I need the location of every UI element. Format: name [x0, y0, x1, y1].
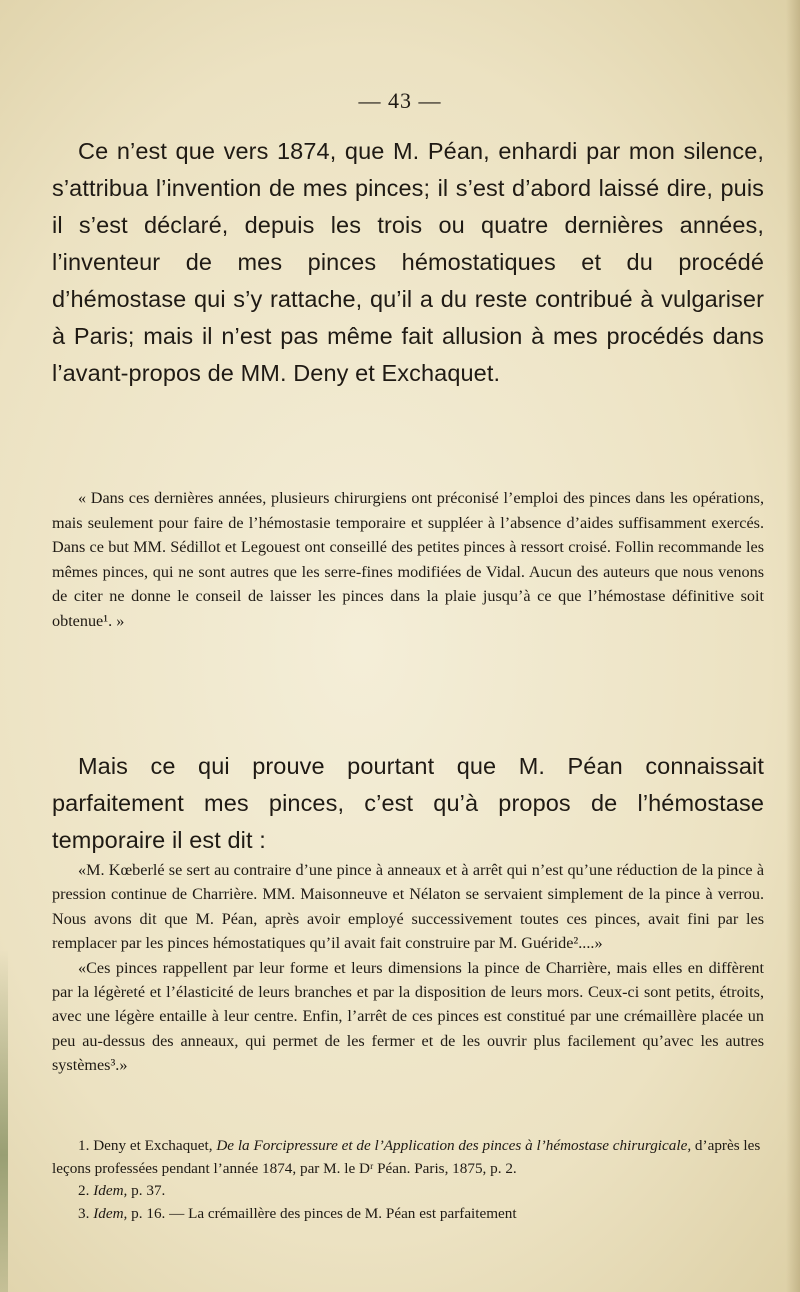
footnote-authors: Deny et Exchaquet, [93, 1137, 213, 1154]
footnote-text: p. 16. — La crémaillère des pinces de M. Péan est parfaitement [131, 1204, 517, 1222]
footnote-title: Idem, [93, 1182, 128, 1200]
footnote-2 [52, 1180, 764, 1203]
quotation-1: « Dans ces dernières années, plusieurs chirurgiens ont préconisé l’emploi des pinces dans les opérations, mais seulement pour faire de l’hémostasie temporaire et suppléer à l’absence d’aides suffisamment exercés. Dans ce but MM. Sédillot et Legouest ont conseillé des petites pinces à ressort croisé. Follin recommande les mêmes pinces, qui ne sont autres que les serre-fines modifiées de Vidal. Aucun des auteurs que nous venons de citer ne donne le conseil de laisser les pinces dans la plaie jusqu’à ce que l’hémostase définitive soit obtenue¹. » [52, 489, 764, 630]
footnote-number: 2. [78, 1182, 90, 1200]
footnote-text: d’après les leçons professées pendant l’année 1874, par M. le Dʳ Péan. Paris, 1875, p. 2. [52, 1137, 761, 1177]
paragraph-1: Ce n’est que vers 1874, que M. Péan, enhardi par mon silence, s’attribua l’invention de mes pinces; il s’est d’abord laissé dire, puis il s’est déclaré, depuis les trois ou quatre dernières années, l’inventeur de mes pinces hémostatiques et du procédé d’hémostase qui s’y rattache, qu’il a du reste contribué à vulgariser à Paris; mais il n’est pas même fait allusion à mes procédés dans l’avant-propos de MM. Deny et Exchaquet. [52, 138, 764, 386]
paragraph-2: Mais ce qui prouve pourtant que M. Péan connaissait parfaitement mes pinces, c’est qu’à propos de l’hémostase temporaire il est dit : [52, 753, 764, 853]
footnote-title: De la Forcipressure et de l’Application des pinces à l’hémostase chirurgicale, [216, 1137, 692, 1154]
footnote-3 [52, 1203, 764, 1226]
quotation-2-part-a: «M. Kœberlé se sert au contraire d’une pince à anneaux et à arrêt qui n’est qu’une réduction de la pince à pression continue de Charrière. MM. Maisonneuve et Nélaton se servaient simplement de la pince à verrou. Nous avons dit que M. Péan, après avoir employé successivement toutes ces pinces, avait fini par les remplacer par les pinces hémostatiques qu’il avait fait construire par M. Guéride²....» [52, 861, 764, 953]
footnotes [52, 1135, 764, 1225]
quotation-2 [52, 858, 764, 1078]
footnote-1 [52, 1135, 764, 1180]
footnote-number: 1. [78, 1137, 90, 1154]
footnote-number: 3. [78, 1204, 90, 1222]
page-number: — 43 — [358, 88, 442, 113]
footnote-title: Idem, [93, 1204, 128, 1222]
page-edge-shadow [786, 0, 800, 1292]
quotation-2-part-b: «Ces pinces rappellent par leur forme et leurs dimensions la pince de Charrière, mais elles en diffèrent par la légèreté et l’élasticité de leurs branches et par la disposition de leurs mors. Ceux-ci sont petits, étroits, avec une légère entaille à leur centre. Enfin, l’arrêt de ces pinces est constitué par une crémaillère placée un peu au-dessus des anneaux, qui permet de les fermer et de les ouvrir plus facilement qu’avec les autres systèmes³.» [52, 958, 764, 1075]
footnote-text: p. 37. [131, 1182, 166, 1200]
page-edge-stain [0, 950, 8, 1292]
